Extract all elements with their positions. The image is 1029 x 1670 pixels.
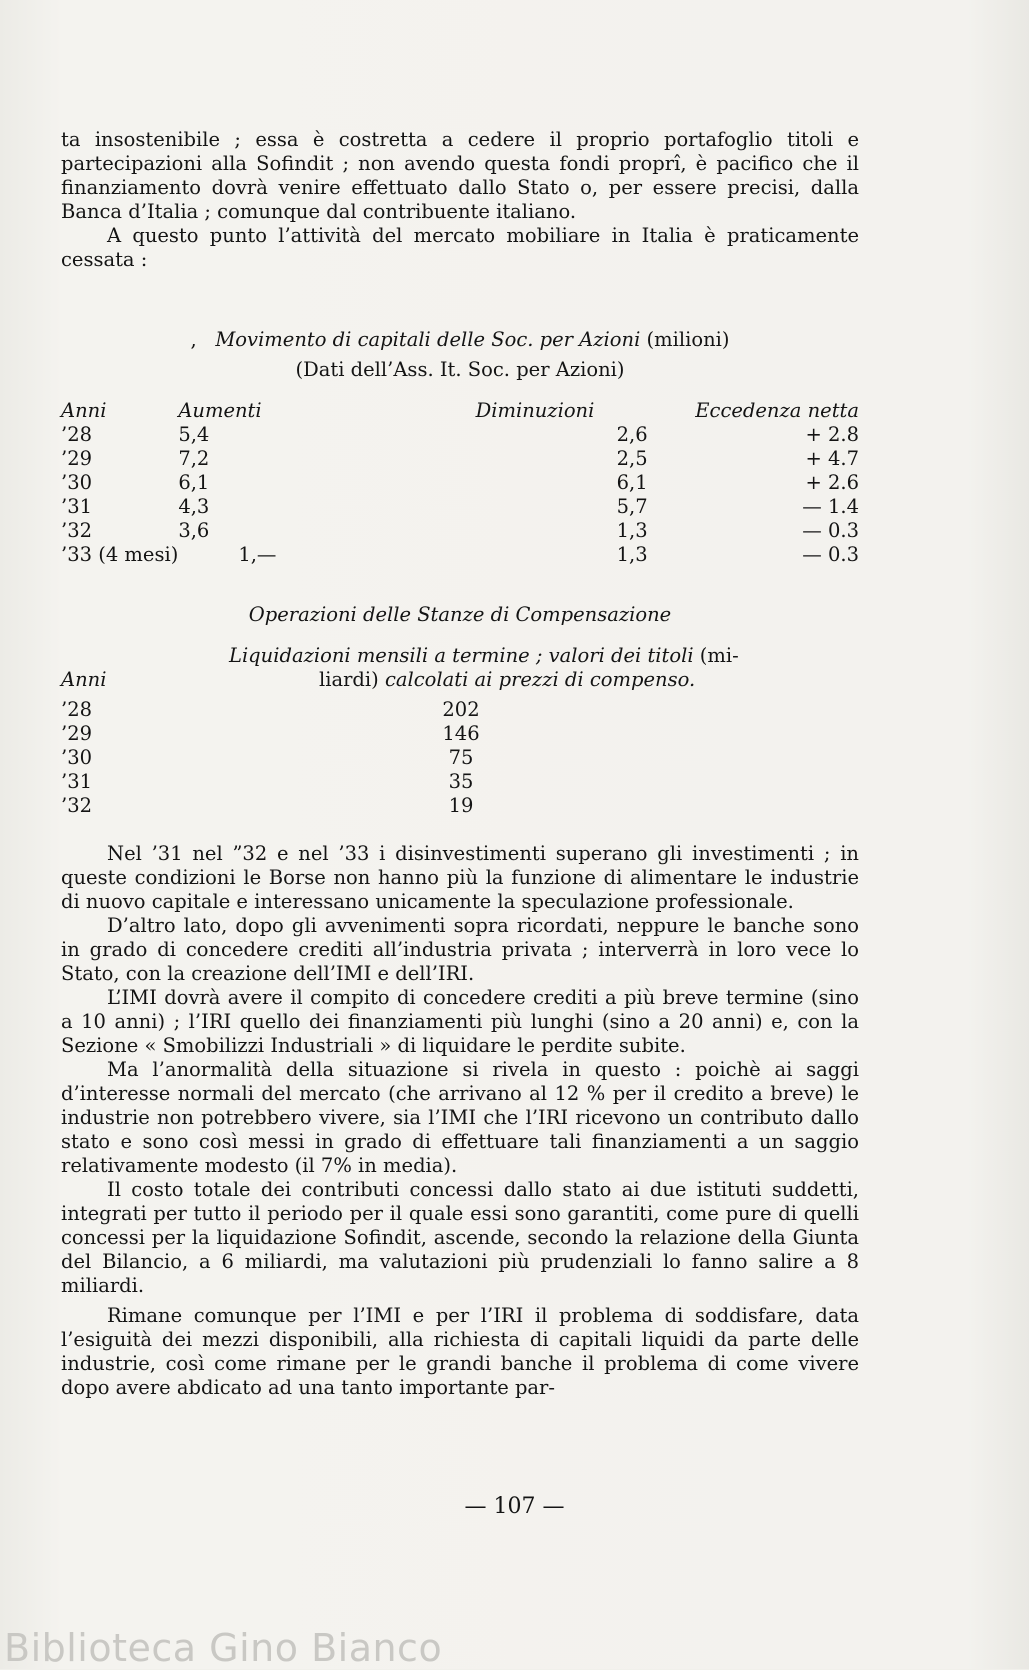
table1-header: Diminuzioni xyxy=(475,399,595,422)
library-watermark: Biblioteca Gino Bianco xyxy=(4,1626,443,1670)
table-row: ’33 (4 mesi) 1,— 1,3 — 0.3 xyxy=(61,543,859,566)
table1-header: Eccedenza netta xyxy=(695,399,859,422)
table-row: ’29 146 xyxy=(61,722,480,745)
paragraph-5: L’IMI dovrà avere il compito di concedere crediti a più breve termine (sino a 10 anni) ; l’IRI quello dei finanziamenti più lunghi (sino a 20 anni) e, con la Sezione « Smobilizzi Industriali » di liquidare le perdite subite. xyxy=(61,986,859,1057)
table1-title: , Movimento di capitali delle Soc. per Azioni (milioni) xyxy=(190,328,730,351)
paragraph-6: Ma l’anormalità della situazione si rivela in questo : poichè ai saggi d’interesse normali del mercato (che arrivano al 12 % per il credito a breve) le industrie non potrebbero vivere, sia l’IMI che l’IRI ricevono un contributo dallo stato e sono così messi in grado di effettuare tali finanziamenti a un saggio relativamente modesto (il 7% in media). xyxy=(61,1058,859,1177)
table-row: ’30 75 xyxy=(61,746,474,769)
table1-source: (Dati dell’Ass. It. Soc. per Azioni) xyxy=(295,358,625,381)
table-row: ’28 5,4 2,6 + 2.8 xyxy=(61,423,859,446)
capital-movement-table xyxy=(61,325,859,567)
clearing-house-table xyxy=(61,600,859,818)
text-block-bottom xyxy=(61,842,859,1400)
table-row: ’29 7,2 2,5 + 4.7 xyxy=(61,447,859,470)
table1-header: Anni xyxy=(61,399,107,422)
table-row: ’30 6,1 6,1 + 2.6 xyxy=(61,471,859,494)
table-row: ’31 35 xyxy=(61,770,474,793)
paragraph-4: D’altro lato, dopo gli avvenimenti sopra ricordati, neppure le banche sono in grado di concedere crediti all’industria privata ; interverrà in loro vece lo Stato, con la creazione dell’IMI e dell’IRI. xyxy=(61,914,859,985)
paragraph-8: Rimane comunque per l’IMI e per l’IRI il problema di soddisfare, data l’esiguità dei mezzi disponibili, alla richiesta di capitali liquidi da parte delle industrie, così come rimane per le grandi banche il problema di come vivere dopo avere abdicato ad una tanto importante par- xyxy=(61,1304,859,1399)
table1-header: Aumenti xyxy=(178,399,262,422)
paragraph-3: Nel ’31 nel ”32 e nel ’33 i disinvestimenti superano gli investimenti ; in queste condizioni le Borse non hanno più la funzione di alimentare le industrie di nuovo capitale e interessano unicamente la speculazione professionale. xyxy=(61,842,859,913)
table2-subtitle: Liquidazioni mensili a termine ; valori dei titoli (mi- Anni liardi) calcolati ai prezzi di compenso. xyxy=(61,644,739,691)
page-number: — 107 — xyxy=(464,1494,565,1519)
table1 xyxy=(61,399,859,567)
table2 xyxy=(61,698,561,818)
table-row: ’32 19 xyxy=(61,794,474,817)
table2-title: Operazioni delle Stanze di Compensazione xyxy=(248,603,672,626)
table-row: ’31 4,3 5,7 — 1.4 xyxy=(61,495,859,518)
table-row: ’28 202 xyxy=(61,698,480,721)
table2-header: Anni xyxy=(61,668,107,691)
table-row: ’32 3,6 1,3 — 0.3 xyxy=(61,519,859,542)
table1-header-row xyxy=(61,399,859,423)
paragraph-1: ta insostenibile ; essa è costretta a cedere il proprio portafoglio titoli e partecipazioni alla Sofindit ; non avendo questa fondi proprî, è pacifico che il finanziamento dovrà venire effettuato dallo Stato o, per essere precisi, dalla Banca d’Italia ; comunque dal contribuente italiano. xyxy=(61,128,859,223)
paragraph-2: A questo punto l’attività del mercato mobiliare in Italia è praticamente cessata : xyxy=(61,224,859,271)
paragraph-7: Il costo totale dei contributi concessi dallo stato ai due istituti suddetti, integrati per tutto il periodo per il quale essi sono garantiti, come pure di quelli concessi per la liquidazione Sofindit, ascende, secondo la relazione della Giunta del Bilancio, a 6 miliardi, ma valutazioni più prudenziali lo fanno salire a 8 miliardi. xyxy=(61,1178,859,1297)
text-block-top xyxy=(61,128,859,272)
